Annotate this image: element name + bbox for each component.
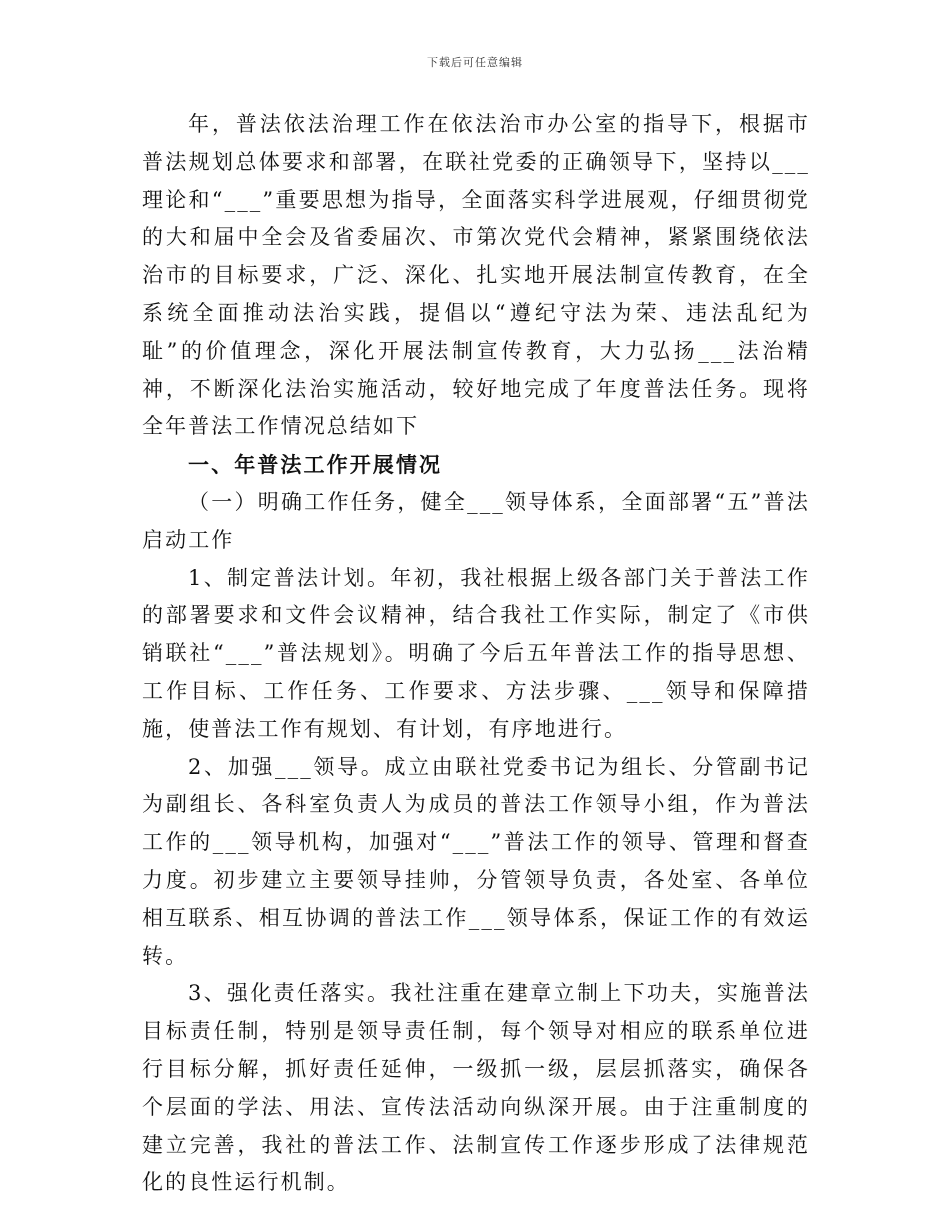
item-paragraph-1: 1、制定普法计划。年初，我社根据上级各部门关于普法工作的部署要求和文件会议精神，结合我社工作实际，制定了《市供销联社“___”普法规划》。明确了今后五年普法工作的指导思想、工作目标、工作任务、工作要求、方法步骤、___领导和保障措施，使普法工作有规划、有计划，有序地进行。 <box>142 565 810 741</box>
item-paragraph-2: 2、加强___领导。成立由联社党委书记为组长、分管副书记为副组长、各科室负责人为成员的普法工作领导小组，作为普法工作的___领导机构，加强对“___”普法工作的领导、管理和督查力度。初步建立主要领导挂帅，分管领导负责，各处室、各单位相互联系、相互协调的普法工作___领导体系，保证工作的有效运转。 <box>142 754 810 968</box>
section-heading: 一、年普法工作开展情况 <box>188 452 443 478</box>
subsection-heading: （一）明确工作任务，健全___领导体系，全面部署“五”普法启动工作 <box>142 489 810 552</box>
item-paragraph-3: 3、强化责任落实。我社注重在建章立制上下功夫，实施普法目标责任制，特别是领导责任制，每个领导对相应的联系单位进行目标分解，抓好责任延伸，一级抓一级，层层抓落实，确保各个层面的学法、用法、宣传法活动向纵深开展。由于注重制度的建立完善，我社的普法工作、法制宣传工作逐步形成了法律规范化的良性运行机制。 <box>142 981 810 1195</box>
page-header-note: 下载后可任意编辑 <box>427 56 523 69</box>
intro-paragraph: 年，普法依法治理工作在依法治市办公室的指导下，根据市普法规划总体要求和部署，在联社党委的正确领导下，坚持以___理论和“___”重要思想为指导，全面落实科学进展观，仔细贯彻党的大和届中全会及省委届次、市第次党代会精神，紧紧围绕依法治市的目标要求，广泛、深化、扎实地开展法制宣传教育，在全系统全面推动法治实践，提倡以“遵纪守法为荣、违法乱纪为耻”的价值理念，深化开展法制宣传教育，大力弘扬___法治精神，不断深化法治实施活动，较好地完成了年度普法任务。现将全年普法工作情况总结如下 <box>142 112 810 439</box>
document-body <box>142 106 810 1202</box>
